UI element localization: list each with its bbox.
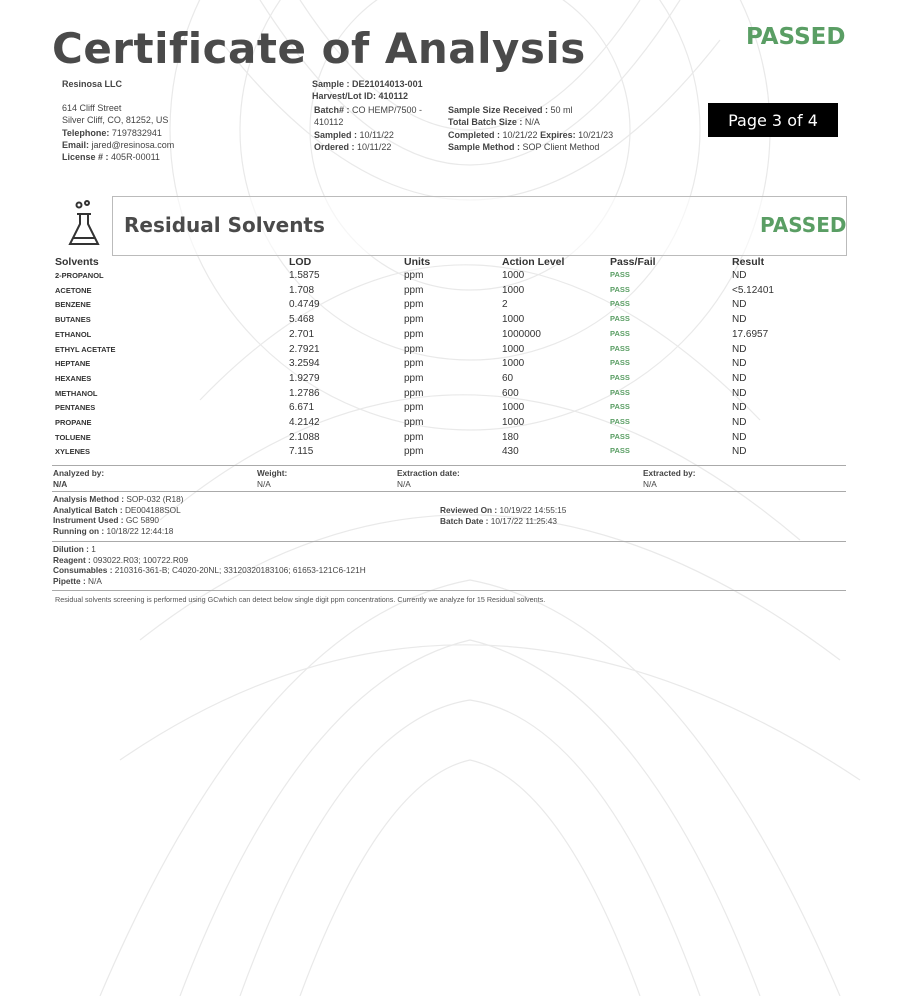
company-address-block bbox=[62, 102, 174, 163]
action-level-value: 1000 bbox=[502, 358, 525, 370]
result-value: ND bbox=[732, 299, 747, 311]
sample-line: Sample : DE21014013-001 bbox=[312, 79, 423, 89]
page-indicator: Page 3 of 4 bbox=[708, 103, 838, 137]
result-value: ND bbox=[732, 343, 747, 355]
analyzed-by: Analyzed by: N/A bbox=[53, 468, 105, 489]
result-value: ND bbox=[732, 358, 747, 370]
solvent-name: BUTANES bbox=[55, 315, 91, 325]
analytical-batch-line: Analytical Batch : DE004188SOL bbox=[53, 504, 181, 515]
lod-value: 5.468 bbox=[289, 314, 315, 326]
action-level-value: 1000000 bbox=[502, 328, 541, 340]
column-header-pass-fail: Pass/Fail bbox=[610, 256, 656, 268]
completed-line: Completed : 10/21/22 Expires: 10/21/23 bbox=[448, 129, 614, 140]
pass-fail-value: PASS bbox=[610, 343, 630, 353]
solvent-name: TOLUENE bbox=[55, 432, 91, 442]
solvent-name: PROPANE bbox=[55, 418, 92, 427]
company-name: Resinosa LLC bbox=[62, 79, 123, 89]
divider bbox=[52, 541, 846, 542]
pass-fail-value: PASS bbox=[610, 431, 630, 441]
pass-fail-value: PASS bbox=[610, 446, 630, 456]
units-value: ppm bbox=[404, 299, 424, 311]
table-row bbox=[0, 402, 905, 417]
pass-fail-value: PASS bbox=[610, 372, 630, 382]
flask-icon bbox=[64, 200, 104, 250]
harvest-line: Harvest/Lot ID: 410112 bbox=[312, 91, 409, 102]
result-value: ND bbox=[732, 417, 747, 428]
units-value: ppm bbox=[404, 417, 424, 428]
table-row bbox=[0, 329, 905, 344]
review-details bbox=[440, 505, 566, 526]
units-value: ppm bbox=[404, 446, 424, 458]
table-row bbox=[0, 344, 905, 359]
ordered-line: Ordered : 10/11/22 bbox=[314, 141, 392, 152]
lod-value: 2.1088 bbox=[289, 431, 320, 443]
reagent-details bbox=[53, 544, 366, 586]
column-header-solvents: Solvents bbox=[55, 256, 99, 268]
sample-size-block bbox=[448, 104, 613, 153]
table-row bbox=[0, 373, 905, 388]
pass-fail-value: PASS bbox=[610, 358, 630, 368]
column-header-action-level: Action Level bbox=[502, 256, 565, 268]
lod-value: 4.2142 bbox=[289, 417, 320, 428]
weight: Weight: N/A bbox=[257, 468, 288, 489]
action-level-value: 1000 bbox=[502, 270, 525, 281]
reviewed-on-line: Reviewed On : 10/19/22 14:55:15 bbox=[440, 505, 567, 515]
table-row bbox=[0, 388, 905, 403]
lod-value: 2.7921 bbox=[289, 343, 320, 355]
lod-value: 1.5875 bbox=[289, 270, 320, 281]
instrument-line: Instrument Used : GC 5890 bbox=[53, 515, 160, 526]
solvent-name: 2-PROPANOL bbox=[55, 271, 104, 280]
lod-value: 1.9279 bbox=[289, 372, 320, 384]
sample-id-block bbox=[312, 78, 423, 103]
action-level-value: 1000 bbox=[502, 314, 525, 326]
action-level-value: 1000 bbox=[502, 417, 525, 428]
divider bbox=[52, 465, 846, 466]
table-row bbox=[0, 270, 905, 285]
solvent-name: PENTANES bbox=[55, 403, 96, 413]
column-header-result: Result bbox=[732, 256, 765, 268]
document-title: Certificate of Analysis bbox=[52, 24, 586, 73]
units-value: ppm bbox=[404, 270, 424, 281]
solvent-name: HEPTANE bbox=[55, 359, 91, 369]
pass-fail-value: PASS bbox=[610, 299, 630, 309]
units-value: ppm bbox=[404, 387, 424, 399]
section-title: Residual Solvents bbox=[124, 213, 325, 237]
running-on-line: Running on : 10/18/22 12:44:18 bbox=[53, 525, 174, 536]
analysis-method-line: Analysis Method : SOP-032 (R18) bbox=[53, 494, 184, 504]
batch-line: Batch# : CO HEMP/7500 - 410112 bbox=[314, 105, 423, 128]
address-line-1: 614 Cliff Street bbox=[62, 103, 122, 113]
units-value: ppm bbox=[404, 358, 424, 370]
result-value: ND bbox=[732, 431, 747, 443]
footnote: Residual solvents screening is performed using GCwhich can detect below single digit ppm concentrations. Currently we analyze for 15 Residual solvents. bbox=[55, 595, 546, 604]
dilution-line: Dilution : 1 bbox=[53, 544, 96, 554]
table-row bbox=[0, 432, 905, 447]
sampled-line: Sampled : 10/11/22 bbox=[314, 129, 394, 140]
pass-fail-value: PASS bbox=[610, 270, 630, 279]
solvent-name: METHANOL bbox=[55, 388, 98, 398]
lod-value: 1.708 bbox=[289, 284, 315, 296]
units-value: ppm bbox=[404, 328, 424, 340]
pass-fail-value: PASS bbox=[610, 417, 630, 426]
result-value: ND bbox=[732, 446, 747, 458]
solvent-name: XYLENES bbox=[55, 447, 91, 457]
pipette-line: Pipette : N/A bbox=[53, 575, 102, 586]
divider bbox=[52, 590, 846, 591]
units-value: ppm bbox=[404, 284, 424, 296]
solvent-name: ETHANOL bbox=[55, 329, 92, 339]
table-row bbox=[0, 417, 905, 432]
result-value: ND bbox=[732, 314, 747, 326]
address-line-2: Silver Cliff, CO, 81252, US bbox=[62, 115, 169, 126]
pass-fail-value: PASS bbox=[610, 402, 630, 412]
units-value: ppm bbox=[404, 402, 424, 414]
section-status-badge: PASSED bbox=[760, 213, 847, 237]
method-line: Sample Method : SOP Client Method bbox=[448, 141, 600, 152]
action-level-value: 430 bbox=[502, 446, 519, 458]
extraction-date: Extraction date: N/A bbox=[397, 468, 460, 489]
lod-value: 3.2594 bbox=[289, 358, 320, 370]
total-batch-line: Total Batch Size : N/A bbox=[448, 117, 540, 128]
solvent-name: BENZENE bbox=[55, 300, 91, 310]
table-row bbox=[0, 446, 905, 461]
overall-status-badge: PASSED bbox=[746, 24, 846, 50]
lod-value: 6.671 bbox=[289, 402, 315, 414]
result-value: 17.6957 bbox=[732, 328, 769, 340]
license-line: License # : 405R-00011 bbox=[62, 152, 160, 163]
pass-fail-value: PASS bbox=[610, 328, 630, 338]
analysis-details bbox=[53, 494, 184, 536]
size-line: Sample Size Received : 50 ml bbox=[448, 105, 573, 115]
result-value: ND bbox=[732, 402, 747, 414]
extracted-by: Extracted by: N/A bbox=[643, 468, 696, 489]
action-level-value: 1000 bbox=[502, 284, 525, 296]
batch-date-line: Batch Date : 10/17/22 11:25:43 bbox=[440, 515, 558, 526]
telephone-line: Telephone: 7197832941 bbox=[62, 127, 162, 138]
action-level-value: 180 bbox=[502, 431, 519, 443]
table-row bbox=[0, 299, 905, 314]
action-level-value: 600 bbox=[502, 387, 519, 399]
table-row bbox=[0, 314, 905, 329]
units-value: ppm bbox=[404, 314, 424, 326]
action-level-value: 60 bbox=[502, 372, 514, 384]
pass-fail-value: PASS bbox=[610, 284, 630, 294]
pass-fail-value: PASS bbox=[610, 387, 630, 397]
action-level-value: 2 bbox=[502, 299, 508, 311]
units-value: ppm bbox=[404, 431, 424, 443]
units-value: ppm bbox=[404, 372, 424, 384]
table-row bbox=[0, 358, 905, 373]
batch-block bbox=[314, 104, 434, 153]
pass-fail-value: PASS bbox=[610, 314, 630, 324]
lod-value: 1.2786 bbox=[289, 387, 320, 399]
email-line: Email: jared@resinosa.com bbox=[62, 139, 175, 150]
result-value: <5.12401 bbox=[732, 284, 774, 296]
units-value: ppm bbox=[404, 343, 424, 355]
action-level-value: 1000 bbox=[502, 343, 525, 355]
lod-value: 0.4749 bbox=[289, 299, 320, 311]
result-value: ND bbox=[732, 270, 747, 281]
result-value: ND bbox=[732, 387, 747, 399]
action-level-value: 1000 bbox=[502, 402, 525, 414]
reagent-line: Reagent : 093022.R03; 100722.R09 bbox=[53, 554, 189, 565]
lod-value: 2.701 bbox=[289, 328, 315, 340]
column-header-lod: LOD bbox=[289, 256, 312, 268]
result-value: ND bbox=[732, 372, 747, 384]
solvent-name: HEXANES bbox=[55, 373, 92, 383]
lod-value: 7.115 bbox=[289, 446, 314, 458]
column-header-units: Units bbox=[404, 256, 431, 268]
table-row bbox=[0, 285, 905, 300]
solvent-name: ACETONE bbox=[55, 285, 92, 295]
consumables-line: Consumables : 210316-361-B; C4020-20NL; 33120320183106; 61653-121C6-121H bbox=[53, 565, 366, 576]
solvent-name: ETHYL ACETATE bbox=[55, 344, 116, 354]
divider bbox=[52, 491, 846, 492]
